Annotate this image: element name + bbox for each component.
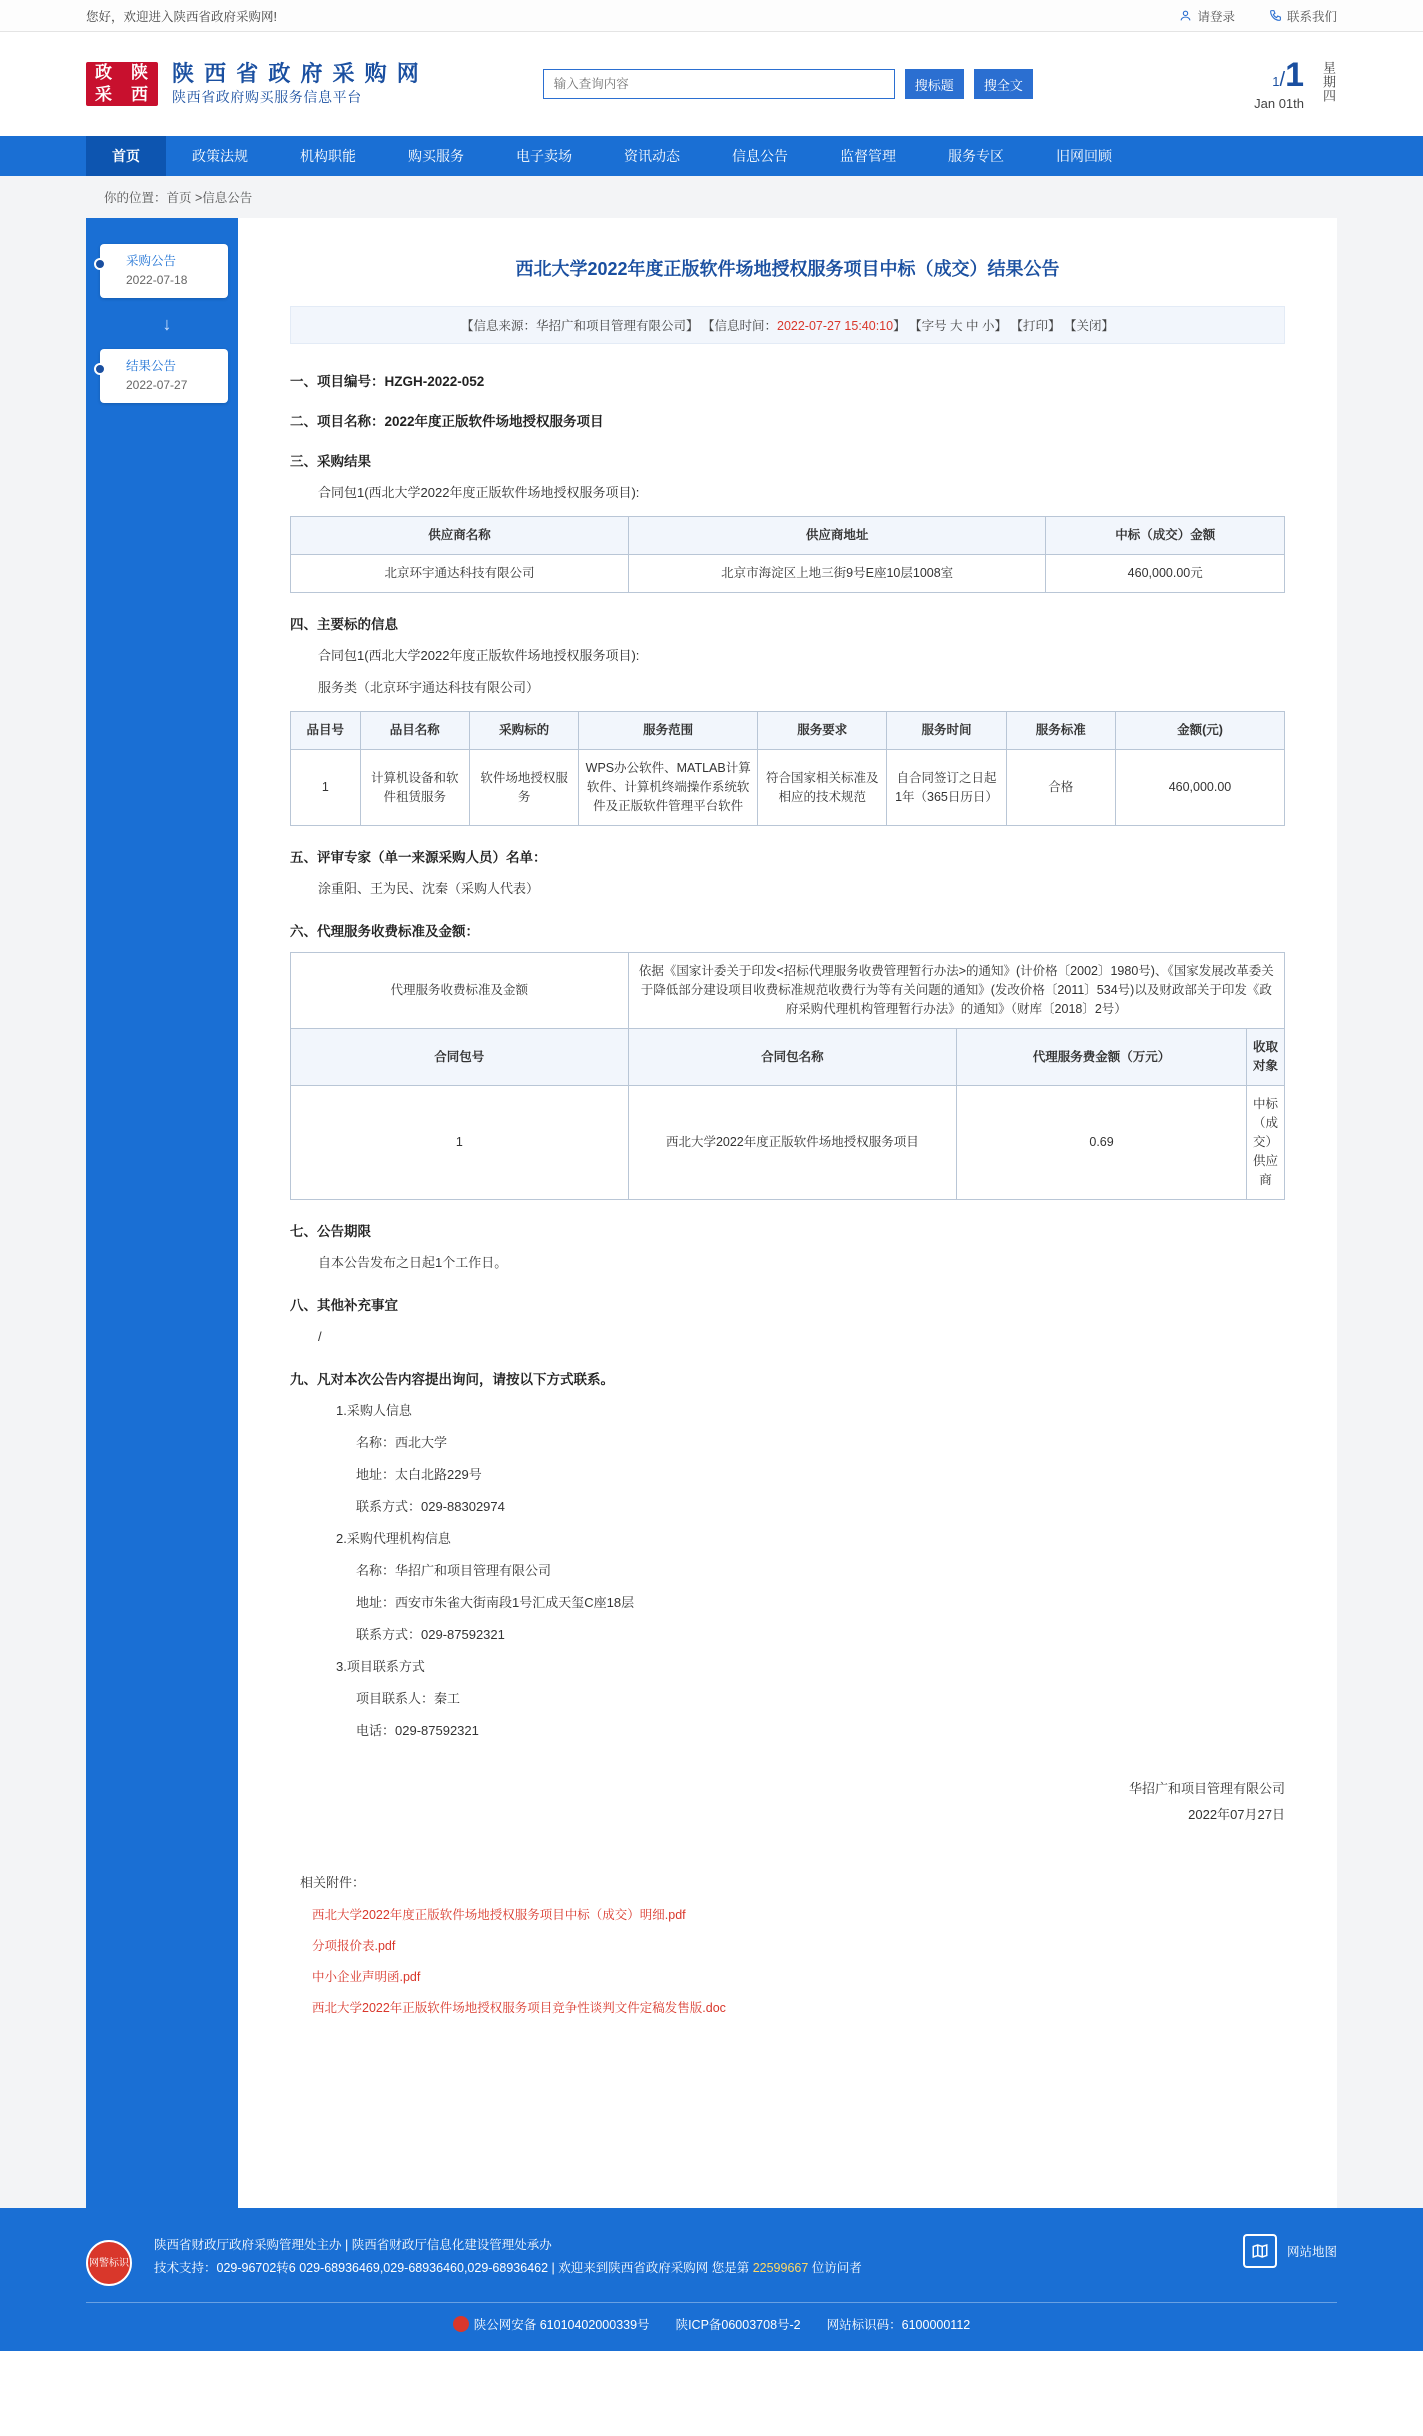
footer-main [86,2234,1337,2286]
result-table [290,516,1285,593]
th-service-scope: 服务范围 [579,712,758,750]
td-supplier-address: 北京市海淀区上地三街9号E座10层1008室 [628,555,1045,593]
nav-item-3[interactable]: 购买服务 [408,148,464,164]
td-package-no: 1 [291,1086,629,1200]
logo-mark-icon [86,62,158,106]
th-fee-amount: 代理服务费金额（万元） [957,1029,1247,1086]
section-4-kind: 服务类（北京环宇通达科技有限公司） [318,680,540,695]
td-service-standard: 合格 [1006,750,1115,826]
section-5-body: 涂重阳、王为民、沈秦（采购人代表） [318,881,540,896]
th-supplier-name: 供应商名称 [291,517,629,555]
section-4-package: 合同包1(西北大学2022年度正版软件场地授权服务项目): [318,648,640,663]
table-header-row [291,1029,1285,1086]
logo-char-2: 陕 [131,63,149,82]
table-row [291,750,1285,826]
icp-label: 陕ICP备06003708号-2 [675,2318,801,2332]
attachment-link-2[interactable]: 中小企业声明函.pdf [312,1970,421,1984]
seal-icon [453,2316,469,2332]
th-service-time: 服务时间 [887,712,1006,750]
sidebar-item-label-1: 结果公告 [126,359,177,373]
table-row [291,555,1285,593]
section-4-title: 四、主要标的信息 [290,617,398,632]
date-en: Jan 01th [1254,95,1304,111]
meta-time-label: 【信息时间： [701,319,777,333]
fee-table [290,952,1285,1200]
table-row [291,953,1285,1029]
td-fee-payer: 中标（成交）供应商 [1247,1086,1285,1200]
attachment-link-0[interactable]: 西北大学2022年度正版软件场地授权服务项目中标（成交）明细.pdf [312,1908,686,1922]
contact-line-4: 2.采购代理机构信息 [336,1531,451,1546]
td-item-no: 1 [291,750,361,826]
gongan-link[interactable] [453,2315,650,2333]
logo-char-4: 西 [131,85,149,104]
date-area [1254,55,1337,111]
footer-line-1: 陕西省财政厅政府采购管理处主办 | 陕西省财政厅信息化建设管理处承办 [154,2238,552,2252]
page-title: 西北大学2022年度正版软件场地授权服务项目中标（成交）结果公告 [515,259,1060,279]
footer-bottom [86,2302,1337,2333]
sitemap-link[interactable] [1243,2234,1337,2268]
meta-source: 【信息来源：华招广和项目管理有限公司】 [460,319,699,333]
table-row [291,1086,1285,1200]
search-title-button[interactable]: 搜标题 [905,69,964,99]
nav-item-9[interactable]: 旧网回顾 [1056,148,1112,164]
print-button[interactable]: 【打印】 [1010,319,1061,333]
date-day: 1 [1285,55,1304,94]
nav-item-5[interactable]: 资讯动态 [624,148,680,164]
user-icon [1179,9,1192,22]
attachment-link-1[interactable]: 分项报价表.pdf [312,1939,396,1953]
nav-item-8[interactable]: 服务专区 [948,148,1004,164]
sidebar-item-procurement-notice[interactable] [100,244,228,298]
logo-char-1: 政 [95,63,113,82]
table-header-row [291,517,1285,555]
contact-label: 联系我们 [1286,9,1337,24]
th-package-no: 合同包号 [291,1029,629,1086]
th-item-name: 品目名称 [360,712,469,750]
contact-link[interactable] [1269,7,1337,25]
timeline-dot-icon [94,258,106,270]
attachments-title: 相关附件： [300,1875,366,1890]
document-meta [290,306,1285,344]
section-6-title: 六、代理服务收费标准及金额： [290,924,479,939]
attachment-link-3[interactable]: 西北大学2022年正版软件场地授权服务项目竞争性谈判文件定稿发售版.doc [312,2001,726,2015]
section-2-title: 二、项目名称：2022年度正版软件场地授权服务项目 [290,414,604,429]
sitemap-label: 网站地图 [1286,2245,1337,2259]
close-button[interactable]: 【关闭】 [1063,319,1114,333]
welcome-text: 您好，欢迎进入陕西省政府采购网! [86,9,277,24]
police-badge-icon: 网警标识 [86,2240,132,2286]
nav-item-2[interactable]: 机构职能 [300,148,356,164]
th-package-name: 合同包名称 [628,1029,956,1086]
section-1-title: 一、项目编号：HZGH-2022-052 [290,374,485,389]
contact-line-6: 地址：西安市朱雀大街南段1号汇成天玺C座18层 [356,1595,635,1610]
sidebar-item-label-0: 采购公告 [126,254,177,268]
phone-icon [1269,9,1282,22]
site-subtitle: 陕西省政府购买服务信息平台 [172,89,362,105]
sidebar [86,218,238,2208]
td-fee-note: 依据《国家计委关于印发<招标代理服务收费管理暂行办法>的通知》(计价格〔2002〕1980号)、《国家发展改革委关于降低部分建设项目收费标准规范收费行为等有关问题的通知》(发改价格〔2011〕534号)以及财政部关于印发《政府采购代理机构管理暂行办法》的通知》（财库〔2018〕2号） [628,953,1284,1029]
th-supplier-address: 供应商地址 [628,517,1045,555]
font-size-control[interactable]: 【字号 大 中 小】 [909,319,1007,333]
contact-line-9: 项目联系人：秦工 [356,1691,461,1706]
footer-line-2 [154,2257,862,2280]
item-table [290,711,1285,826]
top-bar [0,0,1423,32]
breadcrumb: 你的位置：首页 >信息公告 [0,176,1423,218]
sidebar-item-date-1: 2022-07-27 [126,378,188,392]
footer-line-2-post: 位访问者 [808,2261,862,2275]
table-header-row [291,712,1285,750]
nav-item-6[interactable]: 信息公告 [732,148,788,164]
login-label: 请登录 [1197,9,1235,24]
site-code-label: 网站标识码：6100000112 [826,2318,971,2332]
map-icon [1243,2234,1277,2268]
footer-line-2-pre: 技术支持：029-96702转6 029-68936469,029-68936460,029-68936462 | 欢迎来到陕西省政府采购网 您是第 [154,2261,753,2275]
weekday-text: 星期四 [1321,61,1336,103]
nav-item-0[interactable]: 首页 [86,136,166,176]
th-item-amount: 金额(元) [1115,712,1284,750]
th-service-standard: 服务标准 [1006,712,1115,750]
timeline-dot-icon [94,363,106,375]
contact-line-8: 3.项目联系方式 [336,1659,425,1674]
logo-text [172,61,421,107]
contact-line-2: 地址：太白北路229号 [356,1467,482,1482]
th-service-req: 服务要求 [758,712,887,750]
login-link[interactable] [1179,7,1235,25]
td-item-amount: 460,000.00 [1115,750,1284,826]
chevron-down-icon: ↓ [162,314,172,334]
section-5-title: 五、评审专家（单一来源采购人员）名单： [290,850,547,865]
td-service-time: 自合同签订之日起1年（365日历日） [887,750,1006,826]
nav-item-7[interactable]: 监督管理 [840,148,896,164]
search-area [543,69,1033,99]
td-package-name: 西北大学2022年度正版软件场地授权服务项目 [628,1086,956,1200]
content-area [0,218,1423,2208]
section-9-title: 九、凡对本次公告内容提出询问，请按以下方式联系。 [290,1372,614,1387]
sidebar-item-date-0: 2022-07-18 [126,273,188,287]
td-fee-label: 代理服务收费标准及金额 [291,953,629,1029]
nav-item-4[interactable]: 电子卖场 [516,148,572,164]
footer-text [154,2234,862,2280]
section-3-package: 合同包1(西北大学2022年度正版软件场地授权服务项目): [318,485,640,500]
site-header [0,32,1423,136]
gongan-label: 陕公网安备 61010402000339号 [473,2318,650,2332]
document-body [238,218,1337,2208]
contact-line-3: 联系方式：029-88302974 [356,1499,505,1514]
site-logo[interactable] [86,61,421,107]
td-supplier-name: 北京环宇通达科技有限公司 [291,555,629,593]
contact-line-5: 名称：华招广和项目管理有限公司 [356,1563,552,1578]
th-item-no: 品目号 [291,712,361,750]
date-month: 1 [1272,73,1280,89]
nav-item-1[interactable]: 政策法规 [192,148,248,164]
visitor-count: 22599667 [752,2261,809,2275]
contact-line-0: 1.采购人信息 [336,1403,412,1418]
section-7-title: 七、公告期限 [290,1224,371,1239]
signature-org: 华招广和项目管理有限公司 [1128,1781,1285,1796]
sidebar-item-result-notice[interactable] [100,349,228,403]
contact-line-1: 名称：西北大学 [356,1435,448,1450]
meta-time-value: 2022-07-27 15:40:10 [777,319,894,333]
th-fee-payer: 收取对象 [1247,1029,1285,1086]
section-3-title: 三、采购结果 [290,454,371,469]
main-nav [0,136,1423,176]
td-service-scope: WPS办公软件、MATLAB计算软件、计算机终端操作系统软件及正版软件管理平台软件 [579,750,758,826]
date-display: 1/1 Jan 01th [1254,55,1304,111]
signature-block [290,1776,1285,1828]
signature-date: 2022年07月27日 [1188,1807,1285,1822]
contact-line-7: 联系方式：029-87592321 [356,1627,505,1642]
logo-char-3: 采 [95,85,113,104]
th-item-target: 采购标的 [469,712,578,750]
weekday-label [1320,61,1337,107]
contact-line-10: 电话：029-87592321 [356,1723,479,1738]
td-service-req: 符合国家相关标准及相应的技术规范 [758,750,887,826]
section-8-title: 八、其他补充事宜 [290,1298,398,1313]
meta-time-end: 】 [893,319,906,333]
search-fulltext-button[interactable]: 搜全文 [974,69,1033,99]
td-fee-amount: 0.69 [957,1086,1247,1200]
section-8-body: / [318,1329,322,1344]
th-award-amount: 中标（成交）金额 [1046,517,1285,555]
search-input[interactable] [543,69,895,99]
td-item-name: 计算机设备和软件租赁服务 [360,750,469,826]
td-item-target: 软件场地授权服务 [469,750,578,826]
section-7-body: 自本公告发布之日起1个工作日。 [318,1255,508,1270]
site-title: 陕 西 省 政 府 采 购 网 [172,61,421,86]
site-footer [0,2208,1423,2351]
td-award-amount: 460,000.00元 [1046,555,1285,593]
